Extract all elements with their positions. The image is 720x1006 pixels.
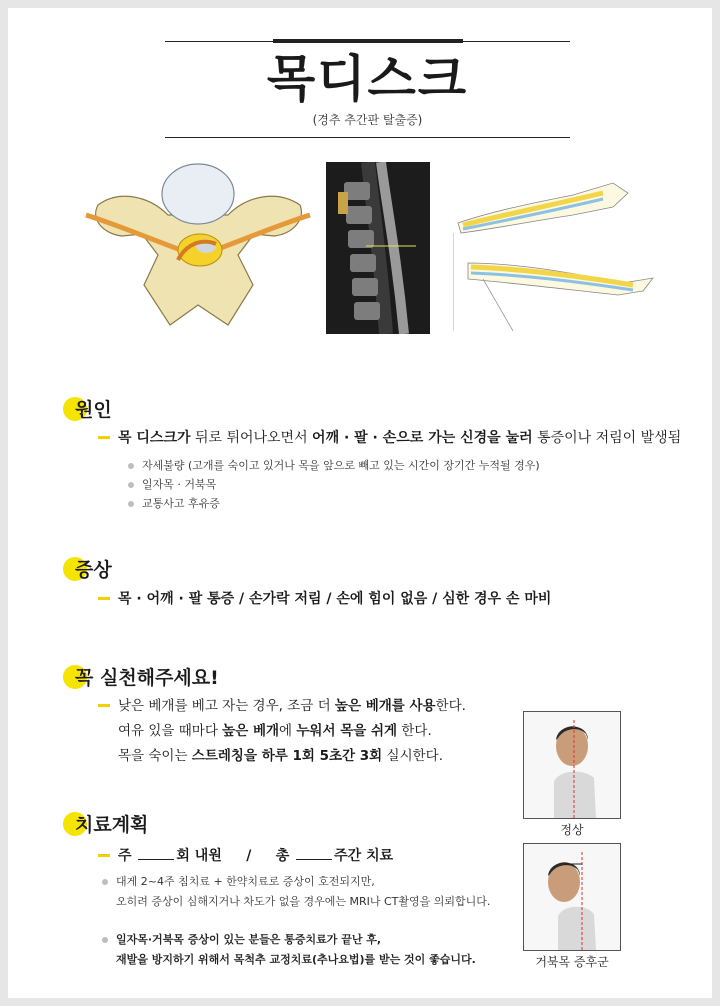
dash-icon: [98, 854, 110, 857]
causes-bullet-list: [126, 456, 540, 513]
symptoms-main-text: 목 · 어깨 · 팔 통증 / 손가락 저림 / 손에 힘이 없음 / 심한 경우 손 마비: [98, 589, 551, 609]
section-causes-heading: 원인: [63, 395, 112, 425]
normal-posture-caption: 정상: [560, 823, 584, 837]
visits-blank-field[interactable]: [138, 847, 174, 860]
arm-nerve-pain-illustration: [453, 163, 658, 333]
practice-line-2: 여유 있을 때마다 높은 베개에 누워서 목을 쉬게 한다.: [118, 723, 432, 739]
list-item: 교통사고 후유증: [126, 494, 540, 513]
page: [8, 8, 712, 998]
turtle-neck-photo: [523, 843, 621, 951]
list-item: 자세불량 (고개를 숙이고 있거나 목을 앞으로 빼고 있는 시간이 장기간 누적될 경우): [126, 456, 540, 475]
section-practice-heading: 꼭 실천해주세요!: [63, 663, 219, 693]
treatment-plan-line: 주 회 내원 / 총 주간 치료: [98, 846, 393, 866]
header-rule-bottom: [165, 137, 570, 138]
practice-line-1: 낮은 베개를 베고 자는 경우, 조금 더 높은 베개를 사용한다.: [98, 694, 466, 719]
dash-icon: [98, 436, 110, 439]
section-symptoms-heading: 증상: [63, 555, 112, 585]
cervical-mri-scan: [326, 162, 430, 334]
treatment-note-2: 일자목·거북목 증상이 있는 분들은 통증치료가 끝난 후, 재발을 방지하기 위해서 목척추 교정치료(추나요법)를 받는 것이 좋습니다.: [100, 930, 476, 970]
list-item: 일자목 · 거북목: [126, 475, 540, 494]
section-treatment-heading: 치료계획: [63, 810, 148, 840]
turtle-neck-image: [524, 844, 620, 950]
weeks-blank-field[interactable]: [296, 847, 332, 860]
normal-posture-photo: [523, 711, 621, 819]
causes-main-text: 목 디스크가 뒤로 튀어나오면서 어깨 · 팔 · 손으로 가는 신경을 눌러 통증이나 저림이 발생됨: [98, 428, 681, 448]
dash-icon: [98, 704, 110, 707]
practice-line-3: 목을 숙이는 스트레칭을 하루 1회 5초간 3회 실시한다.: [118, 748, 443, 764]
treatment-note-1: 대게 2~4주 침치료 + 한약치료로 증상이 호전되지만, 오히려 증상이 심해지거나 차도가 없을 경우에는 MRI나 CT촬영을 의뢰합니다.: [100, 872, 490, 912]
header-rule-accent: [273, 39, 463, 43]
normal-posture-image: [524, 712, 620, 818]
turtle-neck-caption: 거북목 증후군: [535, 955, 609, 969]
dash-icon: [98, 597, 110, 600]
cervical-vertebra-illustration: [78, 160, 318, 332]
page-subtitle: (경추 추간판 탈출증): [312, 113, 423, 127]
page-title: 목디스크: [266, 50, 469, 108]
